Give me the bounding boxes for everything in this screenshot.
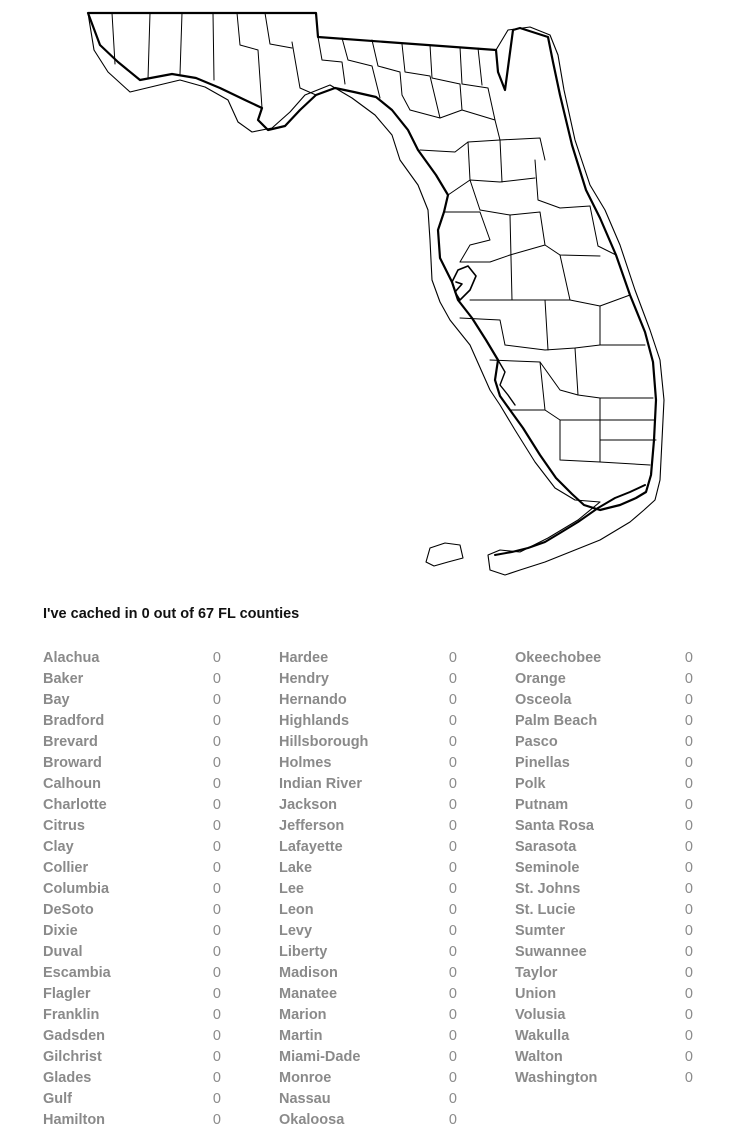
county-cache-count: 0 <box>684 650 693 666</box>
county-row <box>43 774 221 795</box>
county-name: Pinellas <box>515 755 570 771</box>
county-row <box>515 753 693 774</box>
county-row <box>43 1110 221 1131</box>
county-name: Palm Beach <box>515 713 598 729</box>
county-row <box>279 963 457 984</box>
county-cache-count: 0 <box>448 713 457 729</box>
county-cache-count: 0 <box>448 797 457 813</box>
county-row <box>279 669 457 690</box>
county-row <box>515 984 693 1005</box>
county-name: Indian River <box>279 776 362 792</box>
county-row <box>515 648 693 669</box>
county-name: Levy <box>279 923 313 939</box>
summary-prefix: I've cached in <box>43 606 142 622</box>
county-name: Orange <box>515 671 566 687</box>
county-row <box>279 816 457 837</box>
county-cache-count: 0 <box>448 860 457 876</box>
county-cache-count: 0 <box>212 1049 221 1065</box>
county-name: Bradford <box>43 713 105 729</box>
county-cache-count: 0 <box>448 944 457 960</box>
county-row <box>43 963 221 984</box>
county-name: Okeechobee <box>515 650 602 666</box>
county-cache-count: 0 <box>212 650 221 666</box>
county-row <box>279 837 457 858</box>
county-row <box>279 1068 457 1089</box>
county-name: Lake <box>279 860 313 876</box>
county-name: Union <box>515 986 557 1002</box>
county-name: Columbia <box>43 881 110 897</box>
county-cache-count: 0 <box>448 671 457 687</box>
county-row <box>279 900 457 921</box>
county-cache-count: 0 <box>212 881 221 897</box>
county-row <box>43 984 221 1005</box>
county-cache-count: 0 <box>212 1070 221 1086</box>
county-cache-count: 0 <box>448 923 457 939</box>
county-cache-count: 0 <box>448 1112 457 1128</box>
county-cache-count: 0 <box>212 713 221 729</box>
county-name: Miami-Dade <box>279 1049 361 1065</box>
county-cache-count: 0 <box>448 755 457 771</box>
county-cache-count: 0 <box>212 692 221 708</box>
county-row <box>43 1089 221 1110</box>
county-row <box>43 1005 221 1026</box>
county-name: Highlands <box>279 713 350 729</box>
county-name: Brevard <box>43 734 98 750</box>
county-name: Lafayette <box>279 839 343 855</box>
county-cache-count: 0 <box>448 902 457 918</box>
summary-total-count: 67 <box>197 606 215 622</box>
county-cache-count: 0 <box>212 839 221 855</box>
county-row <box>279 774 457 795</box>
county-cache-count: 0 <box>448 881 457 897</box>
county-cache-count: 0 <box>684 839 693 855</box>
county-cache-count: 0 <box>684 797 693 813</box>
county-cache-count: 0 <box>448 1070 457 1086</box>
county-name: St. Johns <box>515 881 581 897</box>
county-name: Flagler <box>43 986 91 1002</box>
county-cache-count: 0 <box>212 944 221 960</box>
county-cache-count: 0 <box>448 1007 457 1023</box>
county-row <box>43 711 221 732</box>
county-name: Jackson <box>279 797 338 813</box>
coastline <box>88 13 656 510</box>
county-cache-count: 0 <box>212 986 221 1002</box>
county-row <box>43 1026 221 1047</box>
county-row <box>515 921 693 942</box>
county-name: Santa Rosa <box>515 818 594 834</box>
county-row <box>43 900 221 921</box>
county-cache-count: 0 <box>684 1070 693 1086</box>
county-name: Walton <box>515 1049 563 1065</box>
county-cache-count: 0 <box>448 986 457 1002</box>
county-cache-count: 0 <box>684 1049 693 1065</box>
county-row <box>515 1026 693 1047</box>
county-name: Polk <box>515 776 546 792</box>
county-name: Seminole <box>515 860 580 876</box>
county-row <box>279 1089 457 1110</box>
county-cache-count: 0 <box>212 965 221 981</box>
county-cache-count: 0 <box>684 818 693 834</box>
county-row <box>515 732 693 753</box>
county-row <box>515 1005 693 1026</box>
county-column-2 <box>279 648 457 1131</box>
county-row <box>279 879 457 900</box>
county-name: Jefferson <box>279 818 345 834</box>
county-cache-count: 0 <box>212 797 221 813</box>
county-row <box>43 858 221 879</box>
county-row <box>515 942 693 963</box>
county-cache-count: 0 <box>212 923 221 939</box>
county-name: Citrus <box>43 818 85 834</box>
county-row <box>43 648 221 669</box>
county-row <box>515 900 693 921</box>
county-name: Holmes <box>279 755 332 771</box>
county-cache-count: 0 <box>684 1007 693 1023</box>
county-name: Clay <box>43 839 74 855</box>
county-cache-count: 0 <box>212 818 221 834</box>
county-cache-count: 0 <box>212 755 221 771</box>
county-row <box>43 837 221 858</box>
county-row <box>279 690 457 711</box>
county-row <box>515 711 693 732</box>
county-name: Washington <box>515 1070 598 1086</box>
county-name: Broward <box>43 755 102 771</box>
county-row <box>43 753 221 774</box>
county-row <box>279 1026 457 1047</box>
county-row <box>43 690 221 711</box>
county-cache-count: 0 <box>684 923 693 939</box>
county-name: Gulf <box>43 1091 72 1107</box>
county-name: Nassau <box>279 1091 331 1107</box>
county-cache-count: 0 <box>448 1028 457 1044</box>
county-name: Franklin <box>43 1007 100 1023</box>
county-name: Suwannee <box>515 944 587 960</box>
county-name: DeSoto <box>43 902 94 918</box>
county-row <box>515 690 693 711</box>
county-row <box>279 942 457 963</box>
county-cache-count: 0 <box>684 755 693 771</box>
county-name: Charlotte <box>43 797 107 813</box>
county-row <box>515 1047 693 1068</box>
county-row <box>279 921 457 942</box>
county-name: Monroe <box>279 1070 332 1086</box>
county-cache-count: 0 <box>448 1049 457 1065</box>
county-cache-count: 0 <box>684 944 693 960</box>
county-name: Volusia <box>515 1007 566 1023</box>
county-row <box>279 984 457 1005</box>
county-cache-count: 0 <box>212 1091 221 1107</box>
county-cache-count: 0 <box>212 1112 221 1128</box>
county-name: Glades <box>43 1070 92 1086</box>
county-cache-count: 0 <box>684 902 693 918</box>
county-row <box>43 942 221 963</box>
county-name: Hernando <box>279 692 347 708</box>
county-name: Sumter <box>515 923 565 939</box>
county-cache-count: 0 <box>684 692 693 708</box>
county-row <box>43 816 221 837</box>
county-row <box>515 837 693 858</box>
county-row <box>43 1068 221 1089</box>
county-row <box>515 669 693 690</box>
county-name: Lee <box>279 881 304 897</box>
county-cache-count: 0 <box>212 776 221 792</box>
county-row <box>279 858 457 879</box>
county-cache-count: 0 <box>448 734 457 750</box>
county-cache-count: 0 <box>684 1028 693 1044</box>
keys-coastline <box>495 485 645 555</box>
county-row <box>515 1068 693 1089</box>
county-name: Martin <box>279 1028 323 1044</box>
county-row <box>279 732 457 753</box>
county-row <box>43 669 221 690</box>
county-cache-count: 0 <box>448 818 457 834</box>
county-row <box>43 921 221 942</box>
county-column-3 <box>515 648 693 1089</box>
county-row <box>43 795 221 816</box>
county-borders <box>112 13 656 465</box>
county-cache-count: 0 <box>684 881 693 897</box>
county-name: Putnam <box>515 797 569 813</box>
county-row <box>279 711 457 732</box>
county-name: Okaloosa <box>279 1112 345 1128</box>
county-cache-count: 0 <box>684 734 693 750</box>
county-column-1 <box>43 648 221 1131</box>
summary-suffix: FL counties <box>214 606 300 622</box>
county-cache-count: 0 <box>212 1028 221 1044</box>
county-cache-count: 0 <box>212 671 221 687</box>
county-row <box>279 795 457 816</box>
county-name: Hardee <box>279 650 329 666</box>
summary-middle: out of <box>149 606 198 622</box>
county-name: Duval <box>43 944 83 960</box>
county-cache-count: 0 <box>684 776 693 792</box>
county-row <box>279 753 457 774</box>
county-cache-count: 0 <box>448 776 457 792</box>
county-row <box>515 858 693 879</box>
county-name: Calhoun <box>43 776 101 792</box>
county-cache-count: 0 <box>212 1007 221 1023</box>
county-name: Alachua <box>43 650 100 666</box>
county-cache-count: 0 <box>684 986 693 1002</box>
county-name: Escambia <box>43 965 111 981</box>
county-name: Taylor <box>515 965 558 981</box>
county-name: Sarasota <box>515 839 577 855</box>
county-cache-count: 0 <box>684 671 693 687</box>
county-row <box>43 1047 221 1068</box>
county-row <box>279 1005 457 1026</box>
county-name: St. Lucie <box>515 902 576 918</box>
county-name: Manatee <box>279 986 338 1002</box>
county-name: Leon <box>279 902 314 918</box>
county-row <box>279 1047 457 1068</box>
county-cache-count: 0 <box>448 965 457 981</box>
county-cache-count: 0 <box>448 839 457 855</box>
county-name: Osceola <box>515 692 572 708</box>
county-row <box>515 879 693 900</box>
cache-summary <box>43 606 299 622</box>
county-name: Hamilton <box>43 1112 106 1128</box>
county-cache-count: 0 <box>448 1091 457 1107</box>
county-cache-count: 0 <box>212 902 221 918</box>
county-row <box>43 879 221 900</box>
county-cache-count: 0 <box>684 713 693 729</box>
county-name: Gilchrist <box>43 1049 102 1065</box>
county-name: Marion <box>279 1007 327 1023</box>
county-name: Liberty <box>279 944 328 960</box>
county-name: Hendry <box>279 671 329 687</box>
marquesas-island <box>426 543 463 566</box>
county-name: Gadsden <box>43 1028 106 1044</box>
county-name: Hillsborough <box>279 734 369 750</box>
county-row <box>515 816 693 837</box>
county-cache-count: 0 <box>684 860 693 876</box>
county-cache-count: 0 <box>684 965 693 981</box>
county-name: Madison <box>279 965 338 981</box>
county-cache-count: 0 <box>212 734 221 750</box>
summary-cached-count: 0 <box>141 606 150 622</box>
county-name: Wakulla <box>515 1028 570 1044</box>
county-name: Collier <box>43 860 89 876</box>
county-row <box>279 1110 457 1131</box>
county-cache-count: 0 <box>448 650 457 666</box>
county-row <box>515 795 693 816</box>
county-row <box>515 963 693 984</box>
county-name: Pasco <box>515 734 558 750</box>
county-name: Baker <box>43 671 84 687</box>
county-name: Dixie <box>43 923 78 939</box>
county-row <box>515 774 693 795</box>
county-name: Bay <box>43 692 70 708</box>
county-row <box>43 732 221 753</box>
county-cache-count: 0 <box>212 860 221 876</box>
county-row <box>279 648 457 669</box>
county-cache-count: 0 <box>448 692 457 708</box>
